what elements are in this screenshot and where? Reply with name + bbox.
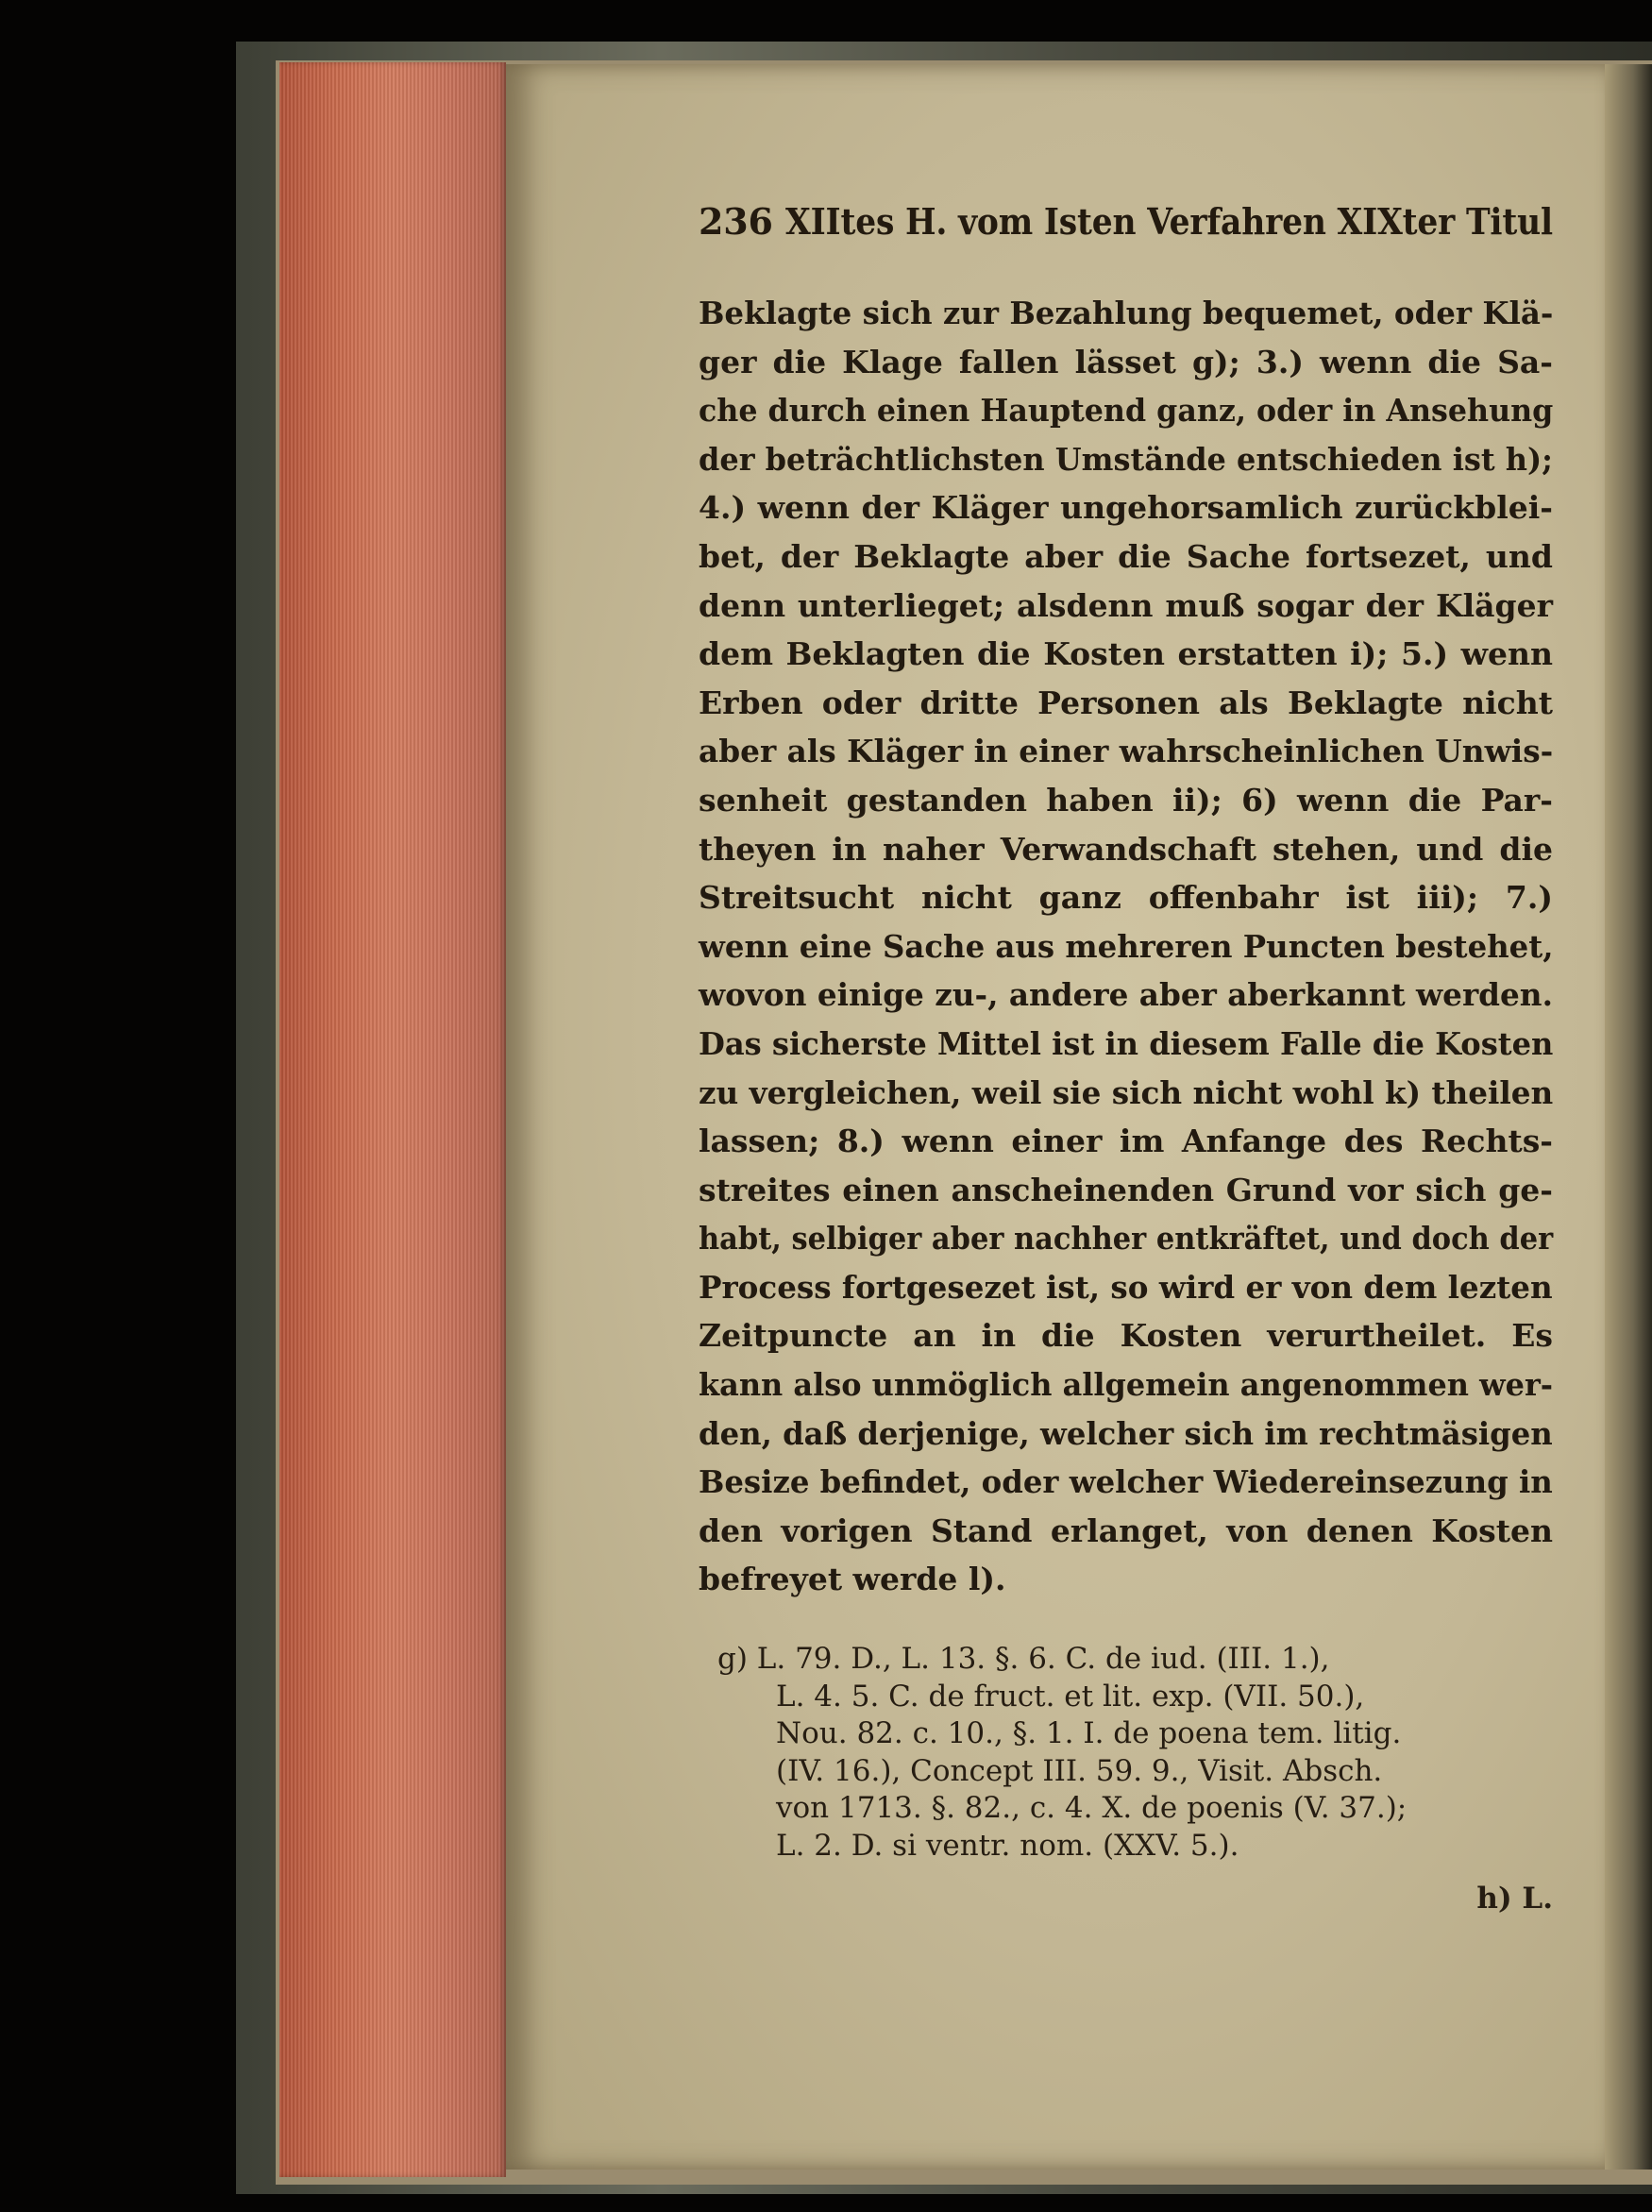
body-line: dem Beklagten die Kosten erstatten i); 5.) wenn: [699, 635, 1553, 673]
body-line: streites einen anscheinenden Grund vor sich ge-: [699, 1171, 1553, 1208]
body-line: den vorigen Stand erlanget, von denen Kosten: [699, 1511, 1553, 1549]
body-line: Beklagte sich zur Bezahlung bequemet, oder Klä-: [699, 295, 1554, 331]
body-line: ger die Klage fallen lässet g); 3.) wenn die Sa-: [699, 343, 1553, 380]
body-line: lassen; 8.) wenn einer im Anfange des Rechts-: [699, 1123, 1553, 1160]
footnote-line: L. 4. 5. C. de fruct. et lit. exp. (VII. 50.),: [776, 1679, 1365, 1714]
page-edges: [279, 62, 506, 2177]
body-line: den, daß derjenige, welcher sich im rechtmäsigen: [699, 1414, 1553, 1452]
body-line: Zeitpuncte an in die Kosten verurtheilet. Es: [699, 1317, 1553, 1355]
footnotes: [717, 1641, 1553, 1865]
body-line: bet, der Beklagte aber die Sache fortsezet, und: [699, 537, 1553, 575]
body-line: wovon einige zu-, andere aber aberkannt werden.: [699, 976, 1553, 1014]
footnote-line: (IV. 16.), Concept III. 59. 9., Visit. Absch.: [776, 1753, 1383, 1788]
body-line: habt, selbiger aber nachher entkräftet, und doch der: [699, 1220, 1554, 1258]
footnote-line: Nou. 82. c. 10., §. 1. I. de poena tem. litig.: [776, 1716, 1402, 1750]
body-text: [699, 289, 1553, 1604]
catchword: h) L.: [1476, 1882, 1553, 1916]
body-line: der beträchtlichsten Umstände entschieden ist h);: [699, 440, 1553, 478]
body-line: wenn eine Sache aus mehreren Puncten bestehet,: [699, 927, 1554, 965]
body-line: zu vergleichen, weil sie sich nicht wohl k) theilen: [699, 1073, 1554, 1111]
running-head-title: XIItes H. vom Isten Verfahren XIXter Titul: [785, 200, 1553, 243]
body-line: denn unterlieget; alsdenn muß sogar der Kläger: [699, 586, 1553, 624]
body-line: Erben oder dritte Personen als Beklagte nicht: [699, 684, 1553, 721]
page-number: 236: [699, 200, 773, 243]
body-line: Das sicherste Mittel ist in diesem Falle die Kosten: [699, 1024, 1554, 1062]
footnote-line: von 1713. §. 82., c. 4. X. de poenis (V. 37.);: [776, 1791, 1408, 1825]
body-line: theyen in naher Verwandschaft stehen, und die: [699, 830, 1553, 868]
body-line: aber als Kläger in einer wahrscheinlichen Unwis-: [699, 733, 1554, 770]
body-line: Streitsucht nicht ganz offenbahr ist iii); 7.): [699, 879, 1553, 917]
footnote-line: g) L. 79. D., L. 13. §. 6. C. de iud. (III. 1.),: [717, 1642, 1330, 1676]
body-line: 4.) wenn der Kläger ungehorsamlich zurückblei-: [699, 489, 1553, 527]
body-line: befreyet werde l).: [699, 1561, 1006, 1598]
footnote-line: L. 2. D. si ventr. nom. (XXV. 5.).: [776, 1828, 1239, 1863]
body-line: che durch einen Hauptend ganz, oder in Ansehung: [699, 392, 1554, 430]
body-line: kann also unmöglich allgemein angenommen wer-: [699, 1366, 1554, 1404]
body-line: Process fortgesezet ist, so wird er von dem lezten: [699, 1268, 1553, 1306]
page-right-margin-shadow: [1605, 64, 1652, 2170]
body-line: senheit gestanden haben ii); 6) wenn die Par-: [699, 781, 1553, 819]
body-line: Besize befindet, oder welcher Wiedereinsezung in: [699, 1463, 1553, 1501]
running-header: [699, 200, 1553, 247]
